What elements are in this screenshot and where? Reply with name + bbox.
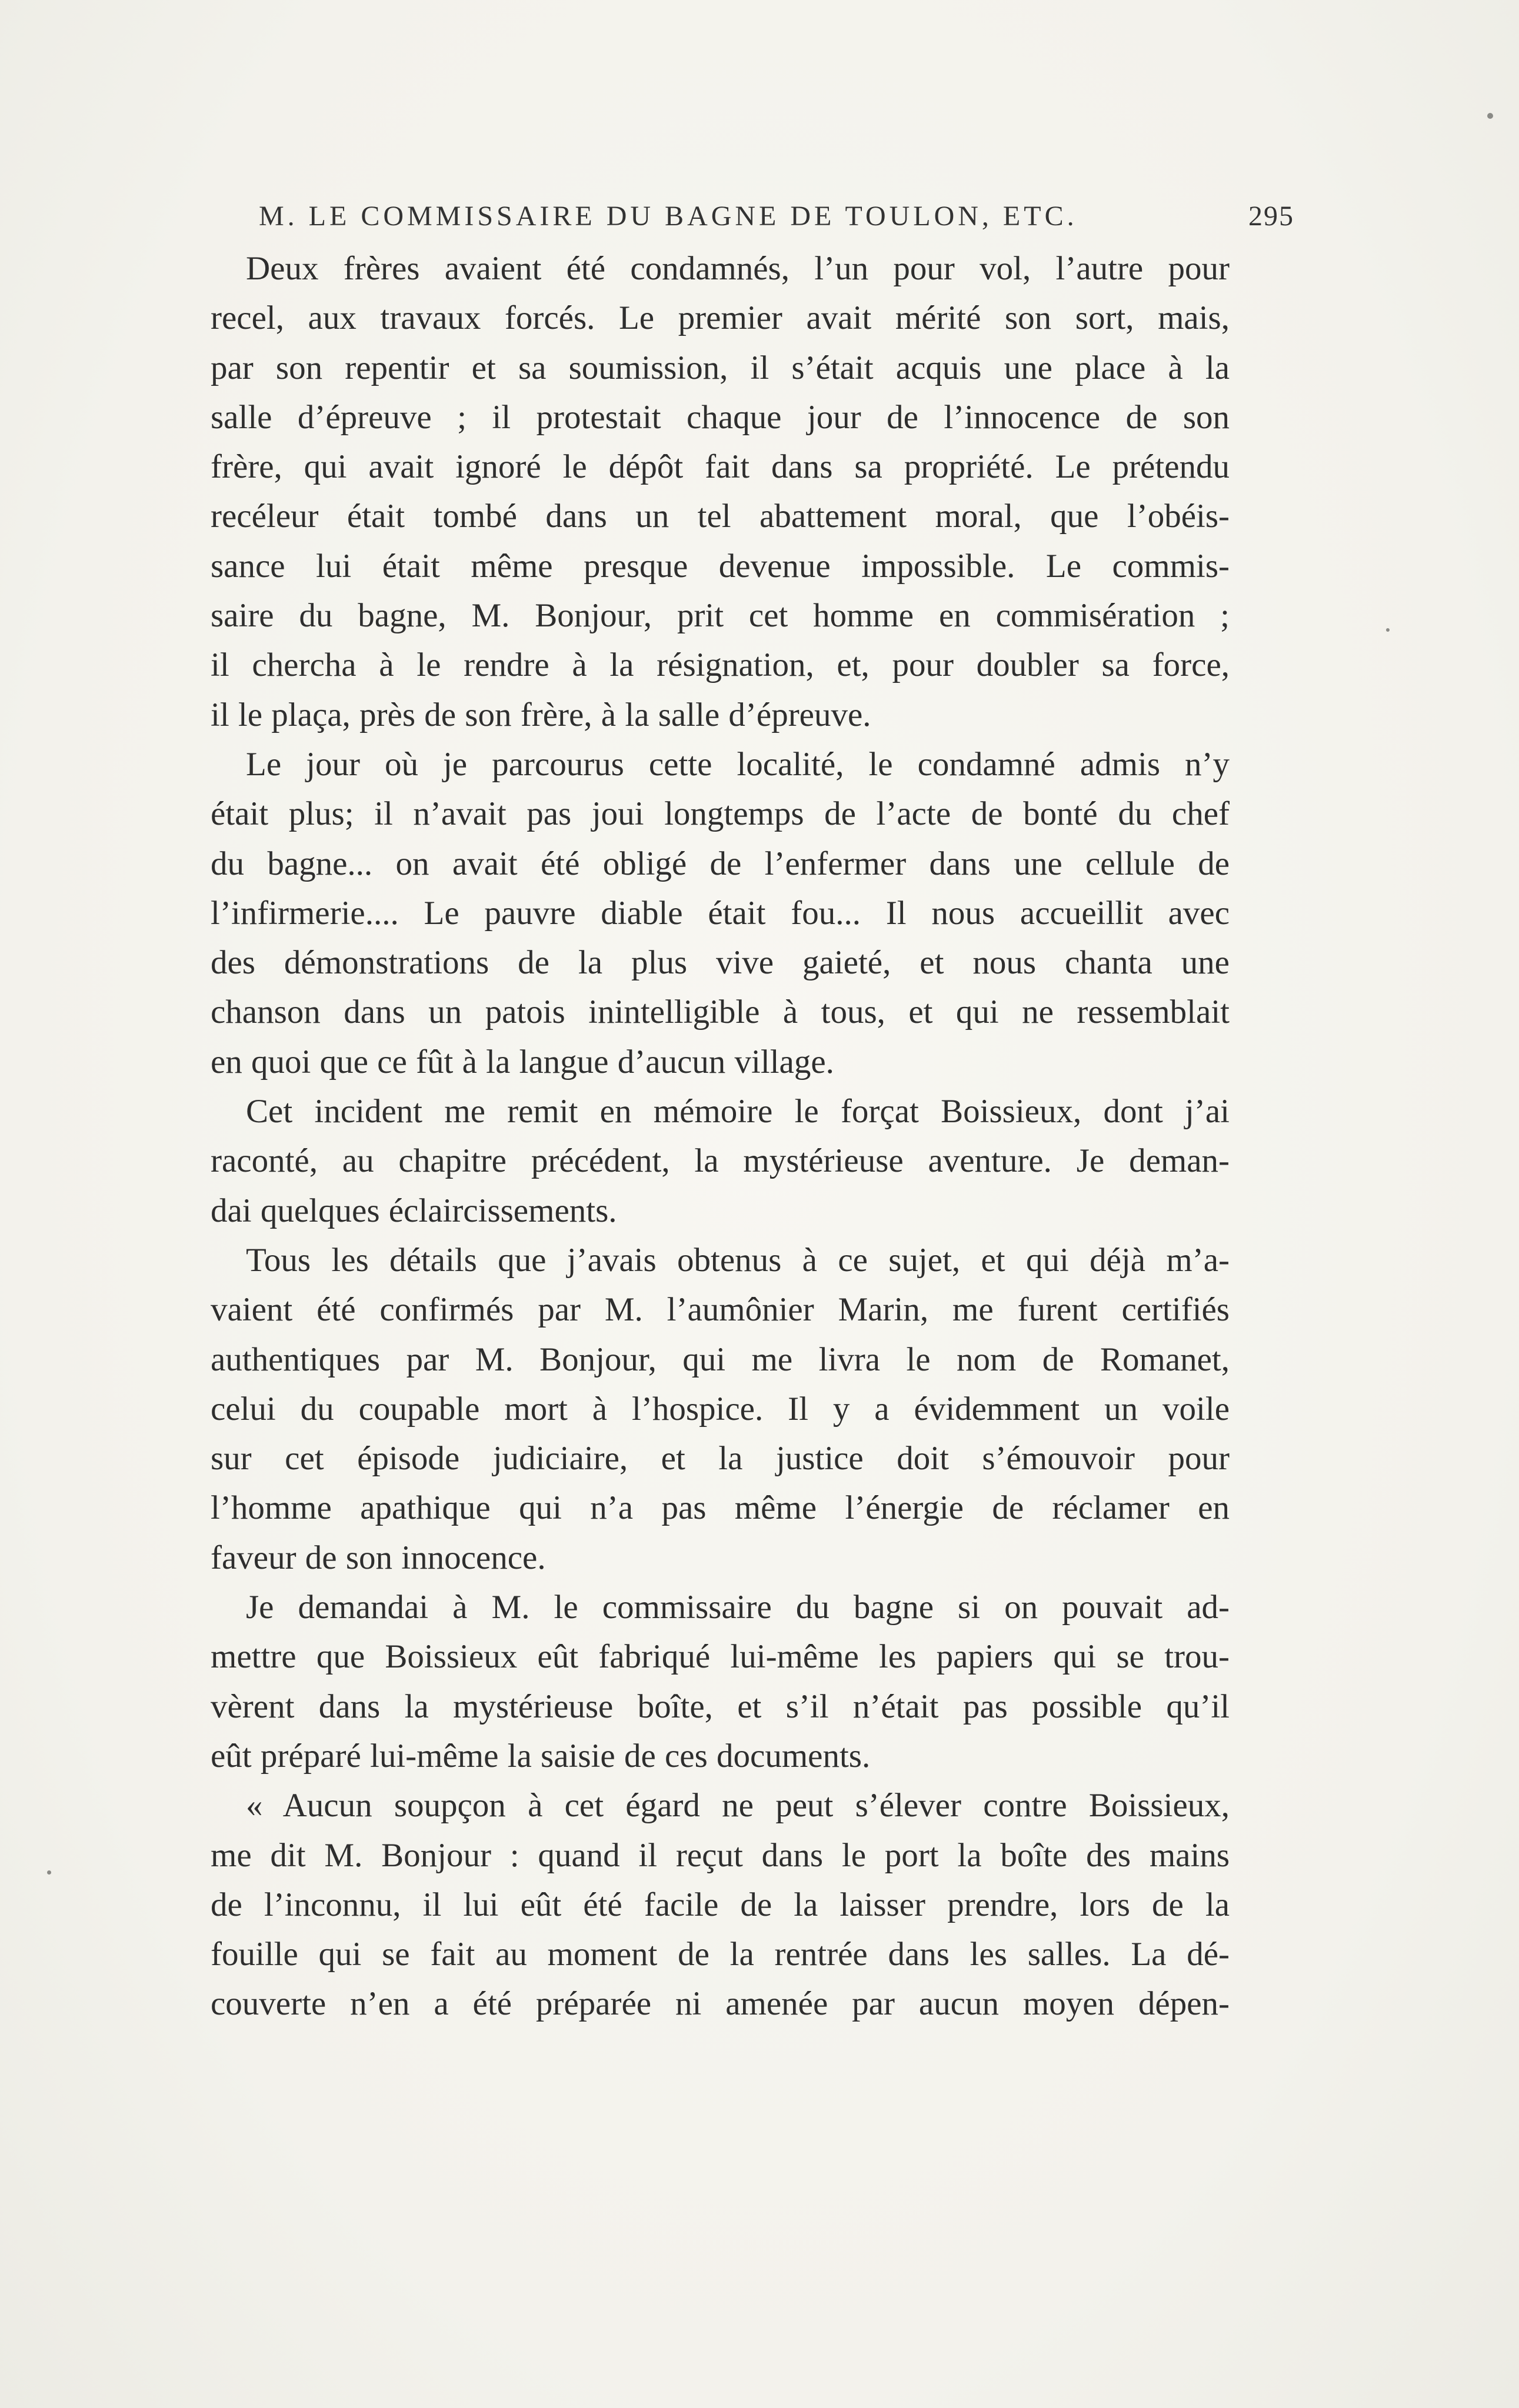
text-line: l’infirmerie.... Le pauvre diable était fou... Il nous accueillit avec (211, 894, 1230, 932)
text-line: me dit M. Bonjour : quand il reçut dans le port la boîte des mains (211, 1836, 1230, 1874)
text-line: saire du bagne, M. Bonjour, prit cet homme en commisération ; (211, 597, 1230, 635)
text-line: « Aucun soupçon à cet égard ne peut s’élever contre Boissieux, (246, 1787, 1230, 1825)
text-line: l’homme apathique qui n’a pas même l’énergie de réclamer en (211, 1489, 1230, 1527)
paper-speck (47, 1870, 51, 1875)
text-line: mettre que Boissieux eût fabriqué lui-même les papiers qui se trou- (211, 1638, 1230, 1676)
text-line: Tous les détails que j’avais obtenus à ce sujet, et qui déjà m’a- (246, 1241, 1230, 1279)
text-line: authentiques par M. Bonjour, qui me livra le nom de Romanet, (211, 1340, 1230, 1378)
text-line: celui du coupable mort à l’hospice. Il y a évidemment un voile (211, 1390, 1230, 1428)
text-line: Cet incident me remit en mémoire le forçat Boissieux, dont j’ai (246, 1093, 1230, 1130)
text-line: en quoi que ce fût à la langue d’aucun village. (211, 1043, 834, 1080)
text-line: Le jour où je parcourus cette localité, le condamné admis n’y (246, 745, 1230, 783)
running-header (259, 200, 1294, 241)
text-line: recéleur était tombé dans un tel abattement moral, que l’obéis- (211, 498, 1230, 535)
text-line: faveur de son innocence. (211, 1539, 546, 1576)
paper-speck (1487, 113, 1493, 119)
text-line: Deux frères avaient été condamnés, l’un pour vol, l’autre pour (246, 250, 1230, 287)
text-line: par son repentir et sa soumission, il s’était acquis une place à la (211, 349, 1230, 386)
text-line: couverte n’en a été préparée ni amenée par aucun moyen dépen- (211, 1985, 1230, 2023)
text-line: du bagne... on avait été obligé de l’enfermer dans une cellule de (211, 845, 1230, 882)
text-line: il chercha à le rendre à la résignation, et, pour doubler sa force, (211, 646, 1230, 684)
text-line: vaient été confirmés par M. l’aumônier Marin, me furent certifiés (211, 1291, 1230, 1329)
page-number: 295 (1248, 201, 1294, 232)
text-line: dai quelques éclaircissements. (211, 1192, 617, 1229)
text-line: chanson dans un patois inintelligible à tous, et qui ne ressemblait (211, 993, 1230, 1031)
text-line: recel, aux travaux forcés. Le premier avait mérité son sort, mais, (211, 299, 1230, 337)
text-line: frère, qui avait ignoré le dépôt fait dans sa propriété. Le prétendu (211, 448, 1230, 486)
text-line: sance lui était même presque devenue impossible. Le commis- (211, 547, 1230, 585)
text-line: était plus; il n’avait pas joui longtemps de l’acte de bonté du chef (211, 795, 1230, 833)
text-line: fouille qui se fait au moment de la rentrée dans les salles. La dé- (211, 1936, 1230, 1973)
running-title: M. LE COMMISSAIRE DU BAGNE DE TOULON, ETC. (259, 201, 1078, 232)
text-line: Je demandai à M. le commissaire du bagne si on pouvait ad- (246, 1589, 1230, 1626)
text-line: de l’inconnu, il lui eût été facile de la laisser prendre, lors de la (211, 1886, 1230, 1923)
text-line: des démonstrations de la plus vive gaieté, et nous chanta une (211, 944, 1230, 982)
text-line: eût préparé lui-même la saisie de ces documents. (211, 1737, 871, 1775)
text-line: sur cet épisode judiciaire, et la justice doit s’émouvoir pour (211, 1440, 1230, 1478)
text-line: raconté, au chapitre précédent, la mystérieuse aventure. Je deman- (211, 1142, 1230, 1180)
text-line: vèrent dans la mystérieuse boîte, et s’il n’était pas possible qu’il (211, 1687, 1230, 1725)
text-line: salle d’épreuve ; il protestait chaque jour de l’innocence de son (211, 398, 1230, 436)
paper-speck (1386, 628, 1390, 632)
body-text (211, 244, 1230, 2029)
text-line: il le plaça, près de son frère, à la salle d’épreuve. (211, 696, 871, 733)
